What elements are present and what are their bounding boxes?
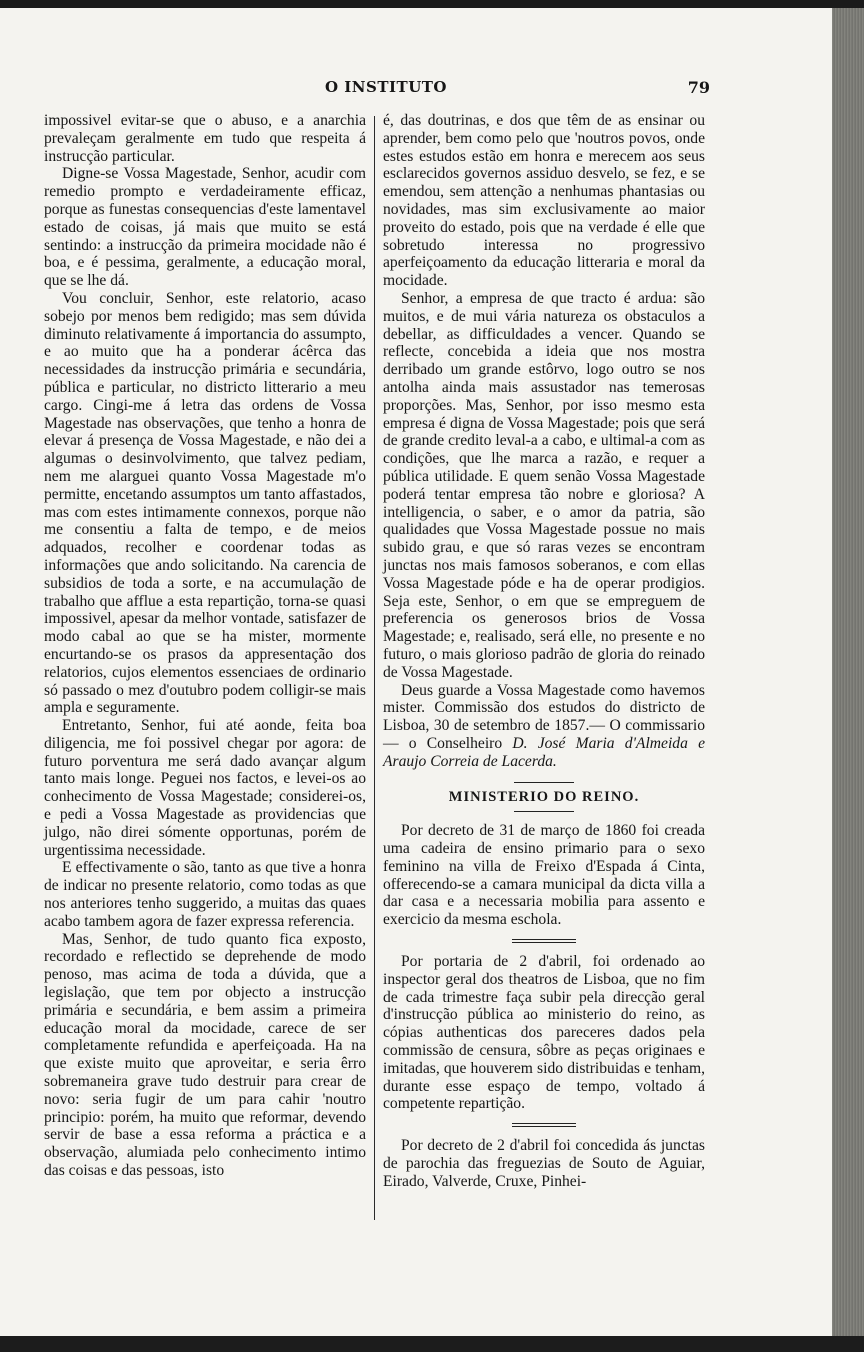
left-paragraph-3: Vou concluir, Senhor, este relatorio, acaso sobejo por menos bem redigido; mas sem dúvida diminuto relativamente á importancia do assumpto, e ao muito que ha a ponderar ácêrca das necessidades da instrucção primária e secundária, pública e particular, no districto litterario a meu cargo. Cingi-me á letra das ordens de Vossa Magestade nas observações, que tenho a honra de elevar á presença de Vossa Magestade, e não dei a algumas o desinvolvimento, que talvez pediam, nem me alarguei quanto Vossa Magestade m'o permitte, encetando assumptos um tanto affastados, mas com estes intimamente connexos, porque não me consentiu a falta de tempo, e de meios adquados, recolher e coordenar todas as informações que ando solicitando. Na carencia de subsidios de toda a sorte, e na accumulação de trabalho que afflue a esta repartição, torna-se quasi impossivel, apesar da melhor vontade, satisfazer de modo cabal ao que se ha mister, mormente encurtando-se os prasos da appresentação dos relatorios, cujos elementos essenciaes de ordinario só passado o mez d'outubro podem colligir-se mais ampla e seguramente. [44, 289, 366, 717]
section-rule-bottom [514, 811, 574, 812]
closing-text: Deus guarde a Vossa Magestade como havemos mister. Commissão dos estudos do districto de Lisboa, 30 de setembro de 1857.— O commissario — o Conselheiro [383, 681, 705, 752]
left-column [44, 112, 366, 1180]
decree-paragraph-2: Por portaria de 2 d'abril, foi ordenado ao inspector geral dos theatros de Lisboa, que no fim de cada trimestre faça subir pela direcção geral d'instrucção pública ao ministerio do reino, as cópias authenticas dos pareceres dados pela commissão de censura, sôbre as peças originaes e imitadas, que houverem sido distribuidas e tenham, durante esse espaço de tempo, voltado á competente repartição. [383, 953, 705, 1113]
section-heading: MINISTERIO DO REINO. [448, 789, 640, 806]
left-paragraph-2: Digne-se Vossa Magestade, Senhor, acudir com remedio prompto e verdadeiramente efficaz, porque as funestas consequencias d'este lamentavel estado de coisas, já mais que muito se está sentindo: a instrucção da primeira mocidade não é boa, e é pessima, geralmente, a educação moral, que se lhe dá. [44, 165, 366, 290]
right-paragraph-1: é, das doutrinas, e dos que têm de as ensinar ou aprender, bem como pelo que 'noutros povos, onde estes estudos estão em honra e merecem aos seus esclarecidos governos assiduo desvelo, se fez, e se emendou, sem attenção a nenhumas phantasias ou novidades, mas sim exclusivamente ao maior proveito do estado, pois que na verdade é elle que sobretudo interessa no progressivo aperfeiçoamento da educação litteraria e moral da mocidade. [383, 112, 705, 290]
section-rule-top [514, 782, 574, 783]
left-paragraph-5: E effectivamente o são, tanto as que tive a honra de indicar no presente relatorio, como todas as que nos anteriores tenho suggerido, a muitas das quaes acabo tambem agora de fazer expressa referencia. [44, 859, 366, 930]
decree-paragraph-3: Por decreto de 2 d'abril foi concedida ás junctas de parochia das freguezias de Souto de Aguiar, Eirado, Valverde, Cruxe, Pinhei- [383, 1137, 705, 1190]
scan-border-bottom [0, 1336, 864, 1352]
right-paragraph-2: Senhor, a empresa de que tracto é ardua: são muitos, e de mui vária natureza os obstaculos a debellar, as difficuldades a vencer. Quando se reflecte, concebida a ideia que nos mostra derribado um grande estôrvo, logo outro se nos antolha ainda mais assustador nas temerosas proporções. Mas, Senhor, por isso mesmo esta empresa é digna de Vossa Magestade; pois que será de grande credito leval-a a cabo, e ultimal-a com as condições, que lhe marca a razão, e requer a pública utilidade. E quem senão Vossa Magestade poderá tentar empresa tão nobre e gloriosa? A intelligencia, o saber, e o amor da patria, são qualidades que Vossa Magestade possue no mais subido grau, e que só raras vezes se encontram junctas nos mais famosos soberanos, e com ellas Vossa Magestade póde e ha de operar prodigios. Seja este, Senhor, o em que se empreguem de preferencia os generosos brios de Vossa Magestade; e, realisado, será elle, no presente e no futuro, o mais glorioso padrão de gloria do reinado de Vossa Magestade. [383, 289, 705, 681]
left-paragraph-4: Entretanto, Senhor, fui até aonde, feita boa diligencia, me foi possivel chegar por agora: de futuro porventura me será dado avançar algum tanto mais longe. Peguei nos factos, e levei-os ao conhecimento de Vossa Magestade; considerei-os, e pedi a Vossa Magestade as providencias que julgo, não direi sómente opportunas, porém de urgentissima necessidade. [44, 717, 366, 859]
right-column [383, 112, 705, 1191]
left-paragraph-1: impossivel evitar-se que o abuso, e a anarchia prevaleçam geralmente em tudo que respeita á instrucção particular. [44, 112, 366, 165]
decree-paragraph-1: Por decreto de 31 de março de 1860 foi creada uma cadeira de ensino primario para o sexo feminino na villa de Freixo d'Espada á Cinta, offerecendo-se a camara municipal da dicta villa a dar casa e a necessaria mobilia para assento e exercicio da mesma eschola. [383, 822, 705, 929]
page-number: 79 [687, 78, 710, 97]
signature: D. José Maria d'Almeida e Araujo Correia de Lacerda. [383, 734, 705, 770]
column-divider [374, 116, 375, 1220]
journal-title: O INSTITUTO [325, 78, 447, 96]
running-head [40, 78, 710, 104]
page-edge-stack [832, 8, 864, 1352]
left-paragraph-6: Mas, Senhor, de tudo quanto fica exposto, recordado e reflectido se deprehende de modo penoso, mas acima de toda a dúvida, que a legislação, que tem por objecto a instrucção primária e secundária, e bem assim a primeira educação moral da mocidade, carece de ser completamente refundida e aperfeiçoada. Ha na que existe muito que aproveitar, e seria êrro sobremaneira grave tudo destruir para crear de novo: seria fugir de um para cahir 'noutro principio: porém, ha muito que reformar, devendo servir de base a essa reforma a práctica e a observação, alumiada pelo conhecimento intimo das coisas e das pessoas, isto [44, 930, 366, 1180]
separator-rule-1 [512, 939, 576, 943]
separator-rule-2 [512, 1123, 576, 1127]
book-page [0, 8, 834, 1336]
closing-paragraph [383, 682, 705, 771]
